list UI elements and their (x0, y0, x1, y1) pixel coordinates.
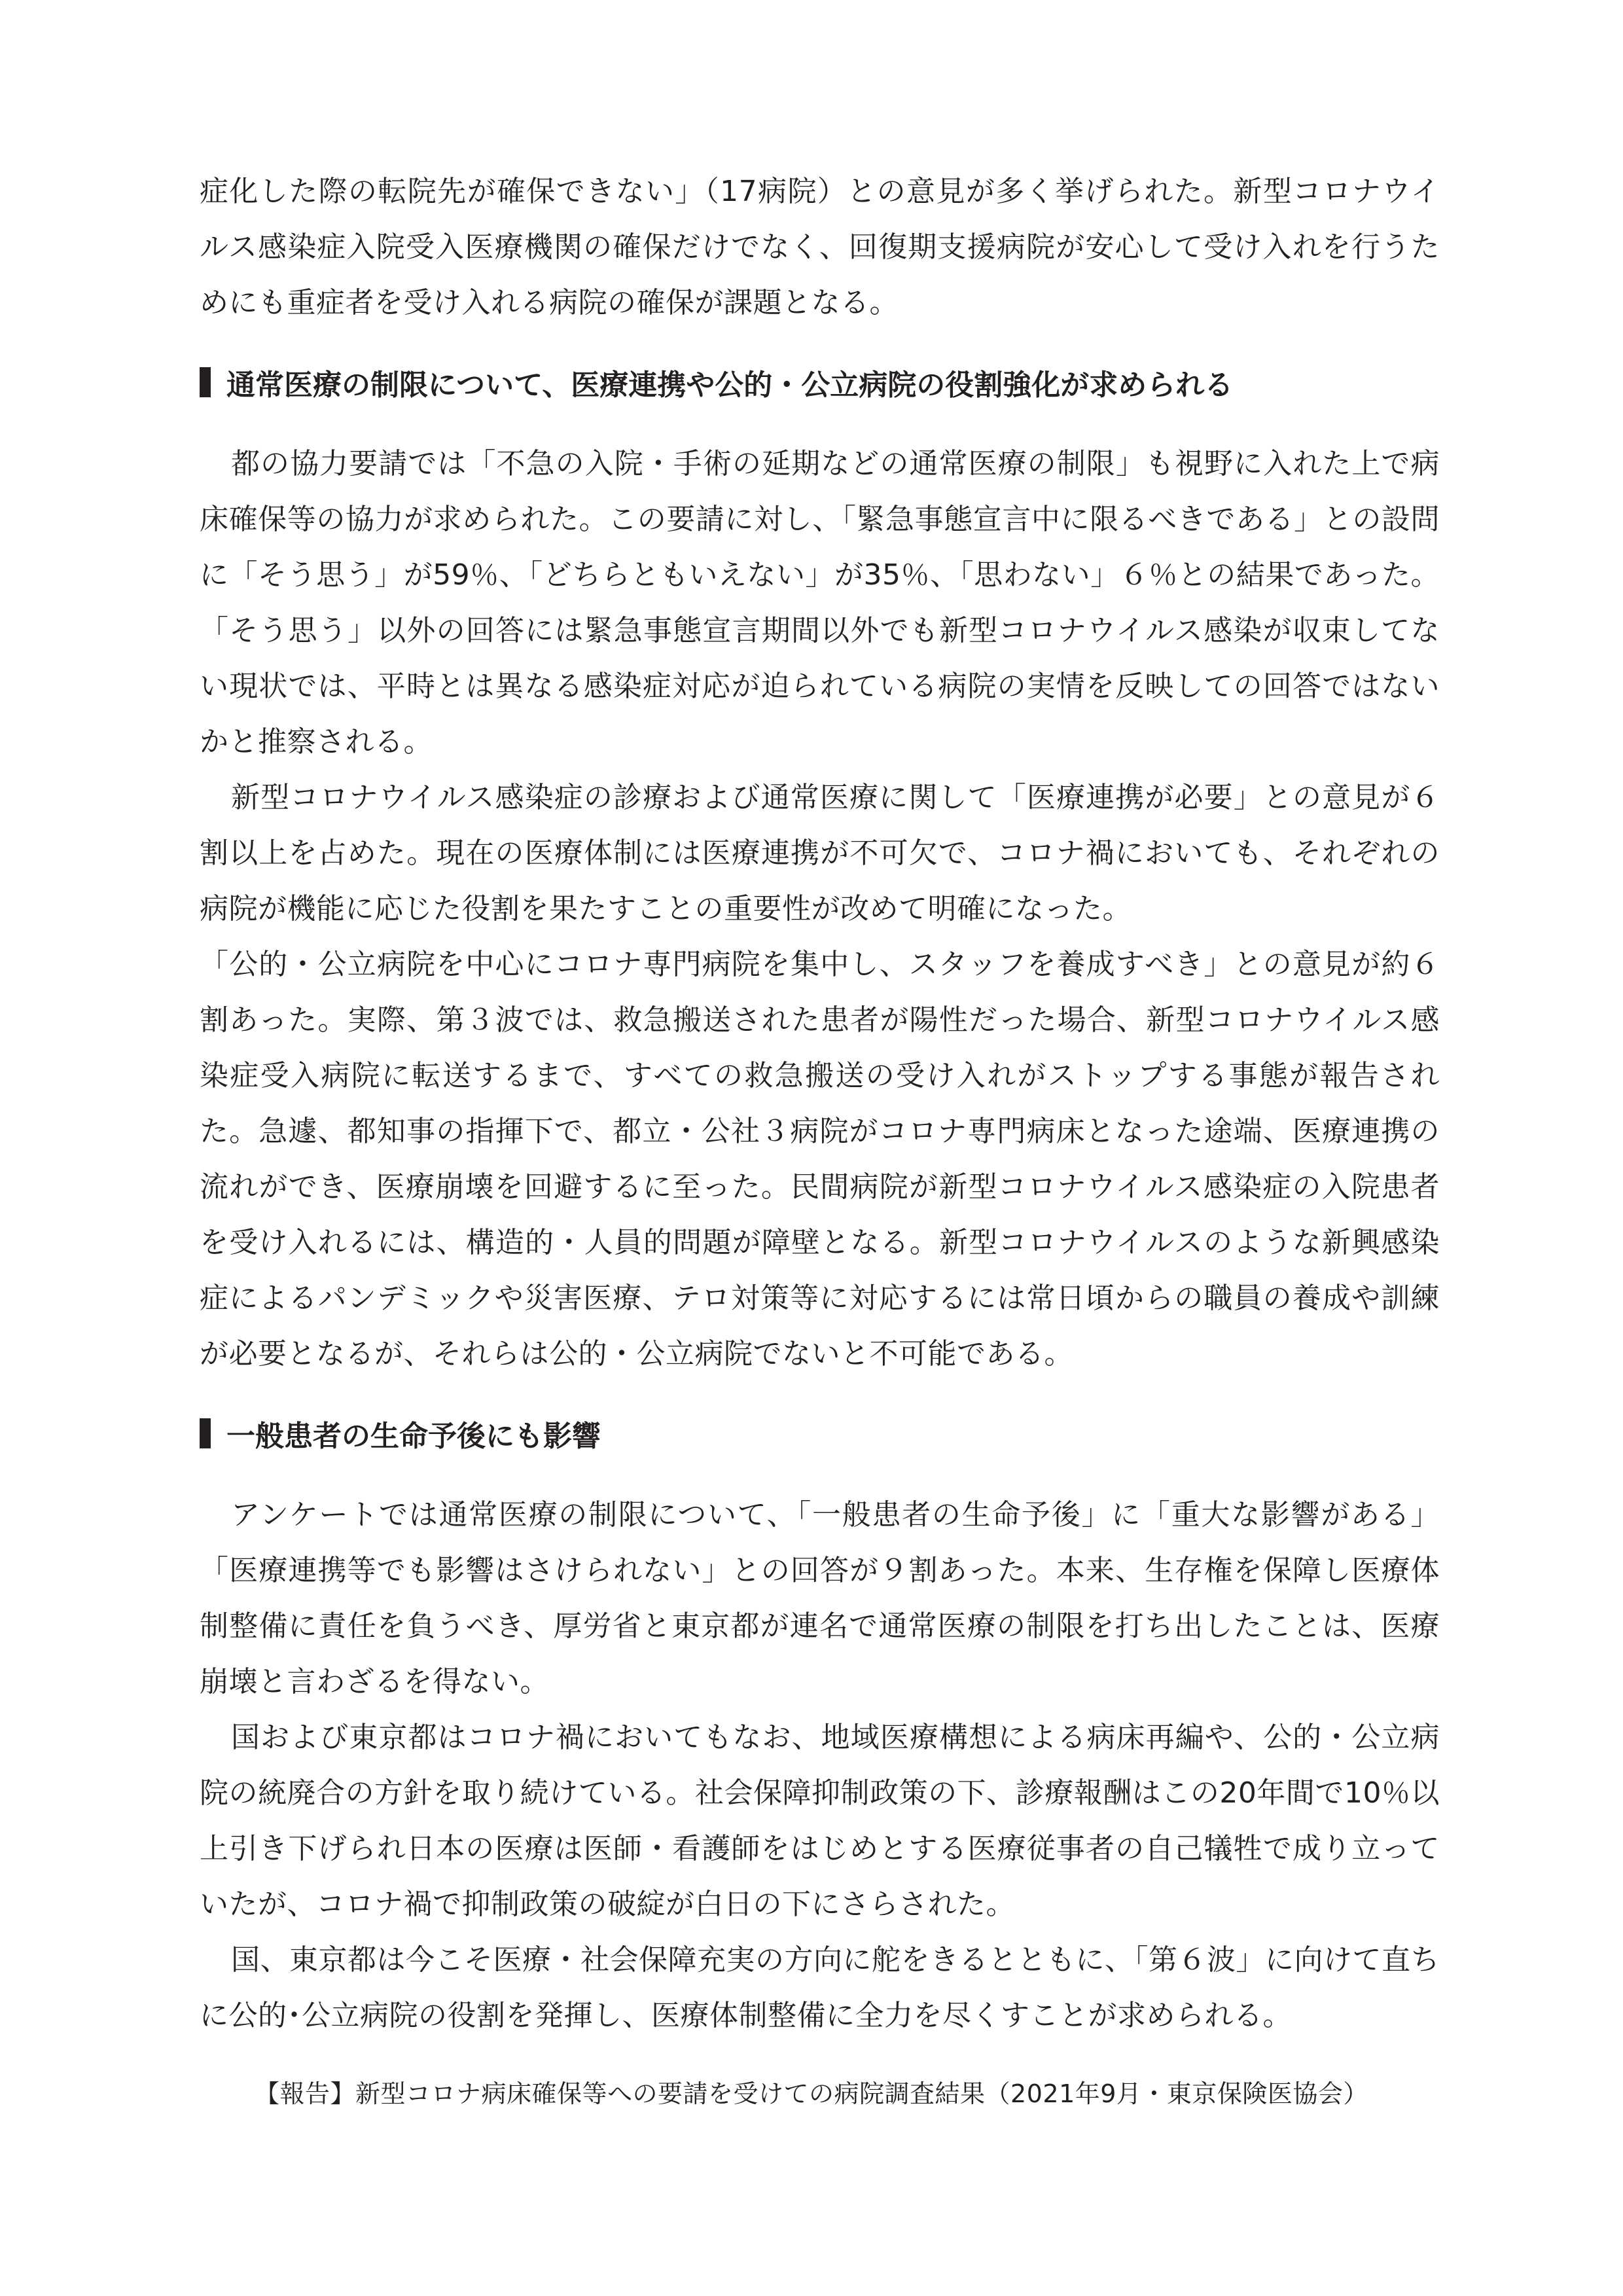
section-heading-text: 通常医療の制限について、医療連携や公的・公立病院の役割強化が求められる (226, 368, 1234, 402)
section1-paragraph-1: 都の協力要請では「不急の入院・手術の延期などの通常医療の制限」も視野に入れた上で病床確保等の協力が求められた。この要請に対し、「緊急事態宣言中に限るべきである」との設問に「そう思う」が59％、「どちらともいえない」が35％、「思わない」６％との結果であった。「そう思う」以外の回答には緊急事態宣言期間以外でも新型コロナウイルス感染が収束してない現状では、平時とは異なる感染症対応が迫られている病院の実情を反映しての回答ではないかと推察される。 (200, 447, 1440, 759)
report-footer: 【報告】新型コロナ病床確保等への要請を受けての病院調査結果（2021年9月・東京保険医協会） (255, 2079, 1368, 2108)
section-heading-patient-prognosis (200, 1405, 1440, 1461)
section2-paragraph-2: 国および東京都はコロナ禍においてもなお、地域医療構想による病床再編や、公的・公立病院の統廃合の方針を取り続けている。社会保障抑制政策の下、診療報酬はこの20年間で10％以上引き下げられ日本の医療は医師・看護師をはじめとする医療従事者の自己犠牲で成り立っていたが、コロナ禍で抑制政策の破綻が白日の下にさらされた。 (200, 1721, 1440, 1921)
section1-paragraph-2: 新型コロナウイルス感染症の診療および通常医療に関して「医療連携が必要」との意見が６割以上を占めた。現在の医療体制には医療連携が不可欠で、コロナ禍においても、それぞれの病院が機能に応じた役割を果たすことの重要性が改めて明確になった。 (200, 781, 1440, 925)
section-heading-medical-cooperation (200, 354, 1440, 410)
heading-bar-icon (200, 367, 211, 397)
section2-paragraph-3: 国、東京都は今こそ医療・社会保障充実の方向に舵をきるとともに、「第６波」に向けて直ちに公的･公立病院の役割を発揮し、医療体制整備に全力を尽くすことが求められる。 (200, 1943, 1440, 2032)
section-heading-text: 一般患者の生命予後にも影響 (226, 1419, 601, 1453)
document-body (200, 164, 1440, 2043)
heading-bar-icon (200, 1418, 211, 1448)
section2-paragraph-1: アンケートでは通常医療の制限について、「一般患者の生命予後」に「重大な影響がある」「医療連携等でも影響はさけられない」との回答が９割あった。本来、生存権を保障し医療体制整備に責任を負うべき、厚労省と東京都が連名で通常医療の制限を打ち出したことは、医療崩壊と言わざるを得ない。 (200, 1498, 1440, 1698)
section1-paragraph-3: 「公的・公立病院を中心にコロナ専門病院を集中し、スタッフを養成すべき」との意見が約６割あった。実際、第３波では、救急搬送された患者が陽性だった場合、新型コロナウイルス感染症受入病院に転送するまで、すべての救急搬送の受け入れがストップする事態が報告された。急遽、都知事の指揮下で、都立・公社３病院がコロナ専門病床となった途端、医療連携の流れができ、医療崩壊を回避するに至った。民間病院が新型コロナウイルス感染症の入院患者を受け入れるには、構造的・人員的問題が障壁となる。新型コロナウイルスのような新興感染症によるパンデミックや災害医療、テロ対策等に対応するには常日頃からの職員の養成や訓練が必要となるが、それらは公的・公立病院でないと不可能である。 (200, 948, 1440, 1371)
intro-paragraph: 症化した際の転院先が確保できない」（17病院）との意見が多く挙げられた。新型コロナウイルス感染症入院受入医療機関の確保だけでなく、回復期支援病院が安心して受け入れを行うためにも重症者を受け入れる病院の確保が課題となる。 (200, 175, 1440, 319)
